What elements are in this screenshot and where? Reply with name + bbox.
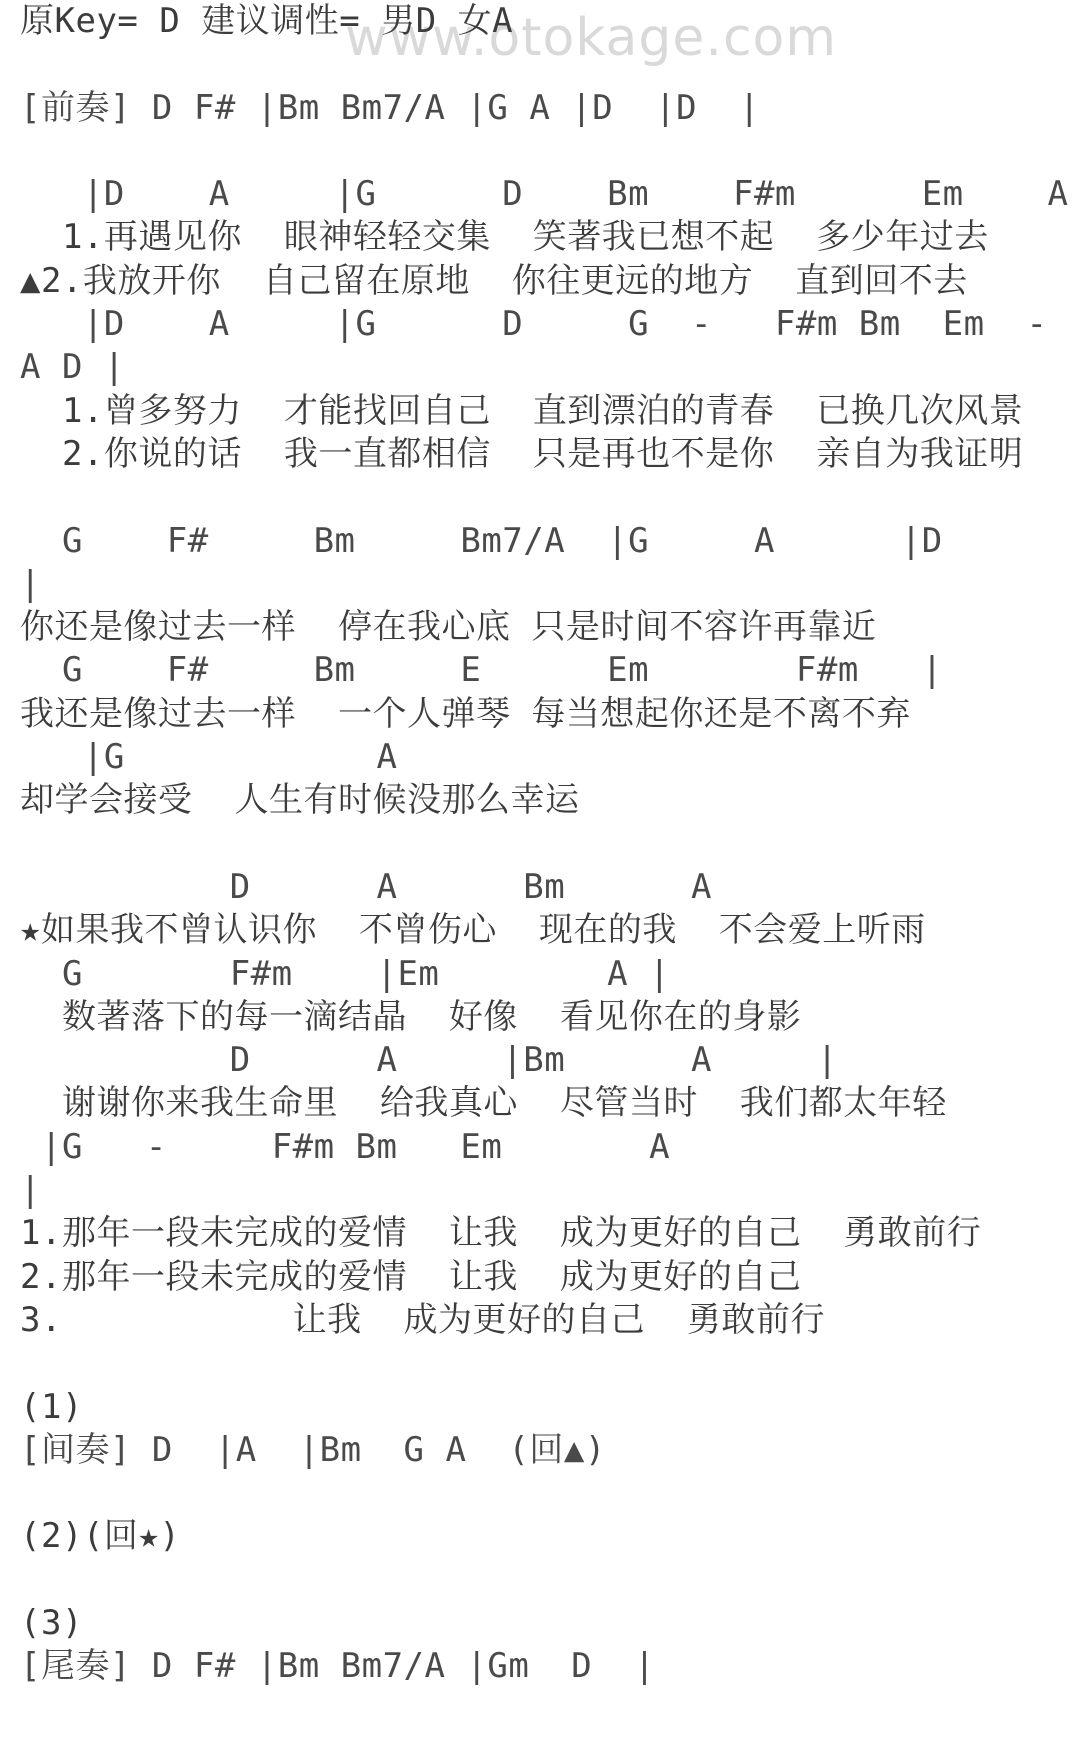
blank-line [20, 476, 1069, 519]
chord-line: G F# Bm E Em F#m | [20, 650, 943, 691]
chord-lyric-lines [20, 0, 1069, 1689]
lyric-line: 谢谢你来我生命里 给我真心 尽管当时 我们都太年轻 [20, 1083, 947, 1124]
lyric-line: 2.那年一段未完成的爱情 让我 成为更好的自己 [20, 1256, 802, 1297]
lyric-line: 你还是像过去一样 停在我心底 只是时间不容许再靠近 [20, 607, 877, 648]
lyric-line: (2)(回★) [20, 1516, 181, 1557]
chord-line: |G - F#m Bm Em A [20, 1126, 671, 1167]
blank-line [20, 1472, 1069, 1515]
lyric-line: (1) [20, 1386, 83, 1427]
watermark-text: www.otokage.com [345, 8, 838, 68]
lyric-line: 3. 让我 成为更好的自己 勇敢前行 [20, 1299, 825, 1340]
lyric-line: 1.那年一段未完成的爱情 让我 成为更好的自己 勇敢前行 [20, 1213, 982, 1254]
lyric-line: ▲2.我放开你 自己留在原地 你往更远的地方 直到回不去 [20, 260, 968, 301]
blank-line [20, 1342, 1069, 1385]
lyric-line: 2.你说的话 我一直都相信 只是再也不是你 亲自为我证明 [20, 433, 1024, 474]
blank-line [20, 43, 1069, 86]
chord-line: [尾奏] D F# |Bm Bm7/A |Gm D | [20, 1646, 656, 1687]
chord-line: A D | [20, 347, 125, 388]
lyric-line: ★如果我不曾认识你 不曾伤心 现在的我 不会爱上听雨 [20, 910, 926, 951]
lyric-line: 却学会接受 人生有时候没那么幸运 [20, 780, 580, 821]
chord-line: D A Bm A [20, 866, 713, 907]
chord-line: |D A |G D Bm F#m Em A [20, 174, 1069, 215]
chord-line: |D A |G D G - F#m Bm Em - [20, 304, 1048, 345]
lyric-line: (3) [20, 1602, 83, 1643]
chord-line: D A |Bm A | [20, 1040, 838, 1081]
lyric-line: 1.再遇见你 眼神轻轻交集 笑著我已想不起 多少年过去 [20, 217, 989, 258]
chord-line: | [20, 563, 41, 604]
lyric-line: 原Key= D 建议调性= 男D 女A [20, 1, 514, 41]
lyric-line: 1.曾多努力 才能找回自己 直到漂泊的青春 已换几次风景 [20, 390, 1024, 431]
lyric-line: 数著落下的每一滴结晶 好像 看见你在的身影 [20, 996, 802, 1037]
blank-line [20, 130, 1069, 173]
blank-line [20, 1559, 1069, 1602]
chord-line: G F#m |Em A | [20, 953, 671, 994]
chord-line: [前奏] D F# |Bm Bm7/A |G A |D |D | [20, 87, 761, 128]
chord-line: |G A [20, 737, 398, 778]
chord-line: | [20, 1170, 41, 1211]
blank-line [20, 823, 1069, 866]
lyric-line: 我还是像过去一样 一个人弹琴 每当想起你还是不离不弃 [20, 693, 911, 734]
chord-line: [间奏] D |A |Bm G A (回▲) [20, 1429, 606, 1470]
chord-line: G F# Bm Bm7/A |G A |D [20, 520, 943, 561]
